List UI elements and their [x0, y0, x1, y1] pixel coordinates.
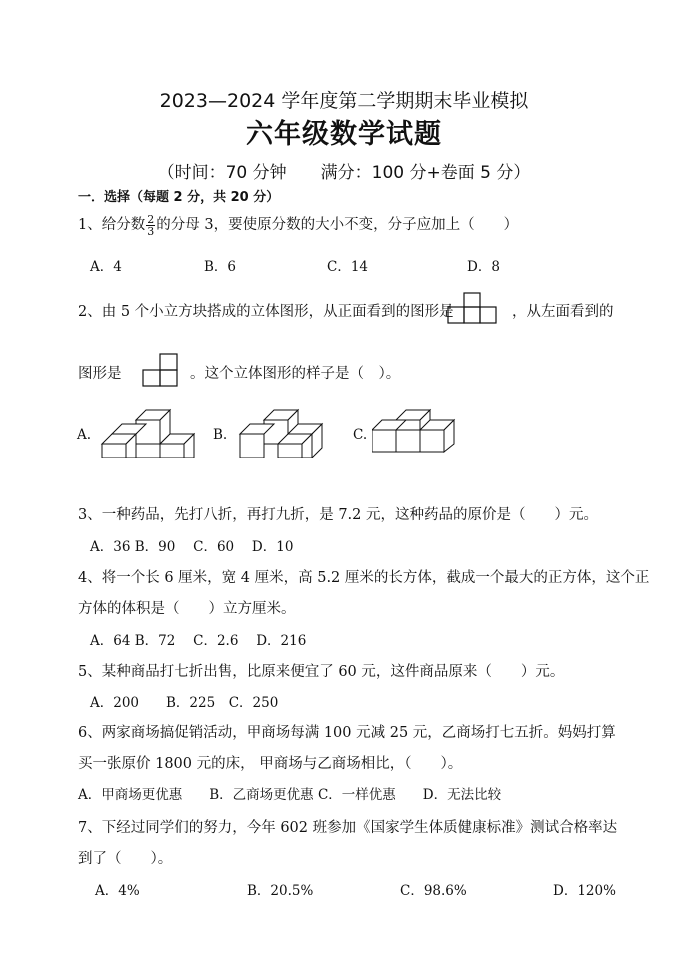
exam-time-score: （时间：70 分钟 满分：100 分+卷面 5 分）	[157, 163, 531, 183]
q2-line2-b: 。这个立体图形的样子是（ ）。	[190, 366, 401, 382]
q1-option-d: D．8	[467, 259, 500, 275]
q1-option-a: A．4	[90, 259, 122, 275]
q1-text-before: 1、给分数	[78, 217, 146, 233]
fraction-numerator: 2	[147, 212, 155, 226]
question-4-line2: 方体的体积是（ ）立方厘米。	[78, 601, 296, 617]
question-6-line1: 6、两家商场搞促销活动，甲商场每满 100 元减 25 元，乙商场打七五折。妈妈打算	[78, 725, 616, 741]
q1-option-b: B．6	[204, 259, 237, 275]
question-1	[78, 213, 518, 237]
question-7-line1: 7、下经过同学们的努力，今年 602 班参加《国家学生体质健康标准》测试合格率达	[78, 820, 618, 836]
q7-option-b: B．20.5%	[247, 883, 314, 899]
question-3: 3、一种药品，先打八折，再打九折，是 7.2 元，这种药品的原价是（ ）元。	[78, 507, 599, 523]
question-6-line2: 买一张原价 1800 元的床， 甲商场与乙商场相比，（ ）。	[78, 756, 463, 772]
fraction-denominator: 3	[147, 224, 155, 238]
q1-fraction	[146, 214, 155, 237]
q2-line1-a: 2、由 5 个小立方块搭成的立体图形，从正面看到的图形是	[78, 304, 454, 320]
cube-figure-c	[372, 408, 464, 454]
q7-option-d: D．120%	[553, 883, 616, 899]
q1-text-after: 的分母 3，要使原分数的大小不变，分子应加上（ ）	[156, 217, 519, 233]
question-4-line1: 4、将一个长 6 厘米，宽 4 厘米，高 5.2 厘米的长方体，截成一个最大的正方体，这个正	[78, 570, 650, 586]
q2-line1-b: ，从左面看到的	[512, 304, 614, 320]
q2-option-b-label: B.	[213, 427, 228, 443]
front-view-figure	[447, 292, 499, 324]
q2-option-a-label: A.	[77, 427, 92, 443]
q2-line2-a: 图形是	[78, 366, 122, 382]
left-view-figure	[142, 353, 180, 387]
q7-option-a: A．4%	[95, 883, 140, 899]
q4-options: A．64 B．72 C．2.6 D．216	[90, 633, 307, 649]
cube-figure-a	[100, 408, 195, 458]
q6-options: A．甲商场更优惠 B．乙商场更优惠 C．一样优惠 D．无法比较	[78, 787, 502, 803]
cube-figure-b	[238, 408, 338, 458]
q1-option-c: C．14	[327, 259, 369, 275]
section-heading: 一．选择（每题 2 分，共 20 分）	[78, 190, 280, 205]
exam-title: 六年级数学试题	[246, 119, 442, 150]
q5-options: A．200 B．225 C．250	[90, 695, 279, 711]
question-5: 5、某种商品打七折出售，比原来便宜了 60 元，这件商品原来（ ）元。	[78, 664, 565, 680]
q7-option-c: C．98.6%	[400, 883, 467, 899]
exam-term-title: 2023—2024 学年度第二学期期末毕业模拟	[159, 90, 529, 112]
q3-options: A．36 B．90 C．60 D．10	[90, 539, 294, 555]
question-7-line2: 到了（ ）。	[78, 851, 173, 867]
q2-option-c-label: C.	[353, 427, 368, 443]
